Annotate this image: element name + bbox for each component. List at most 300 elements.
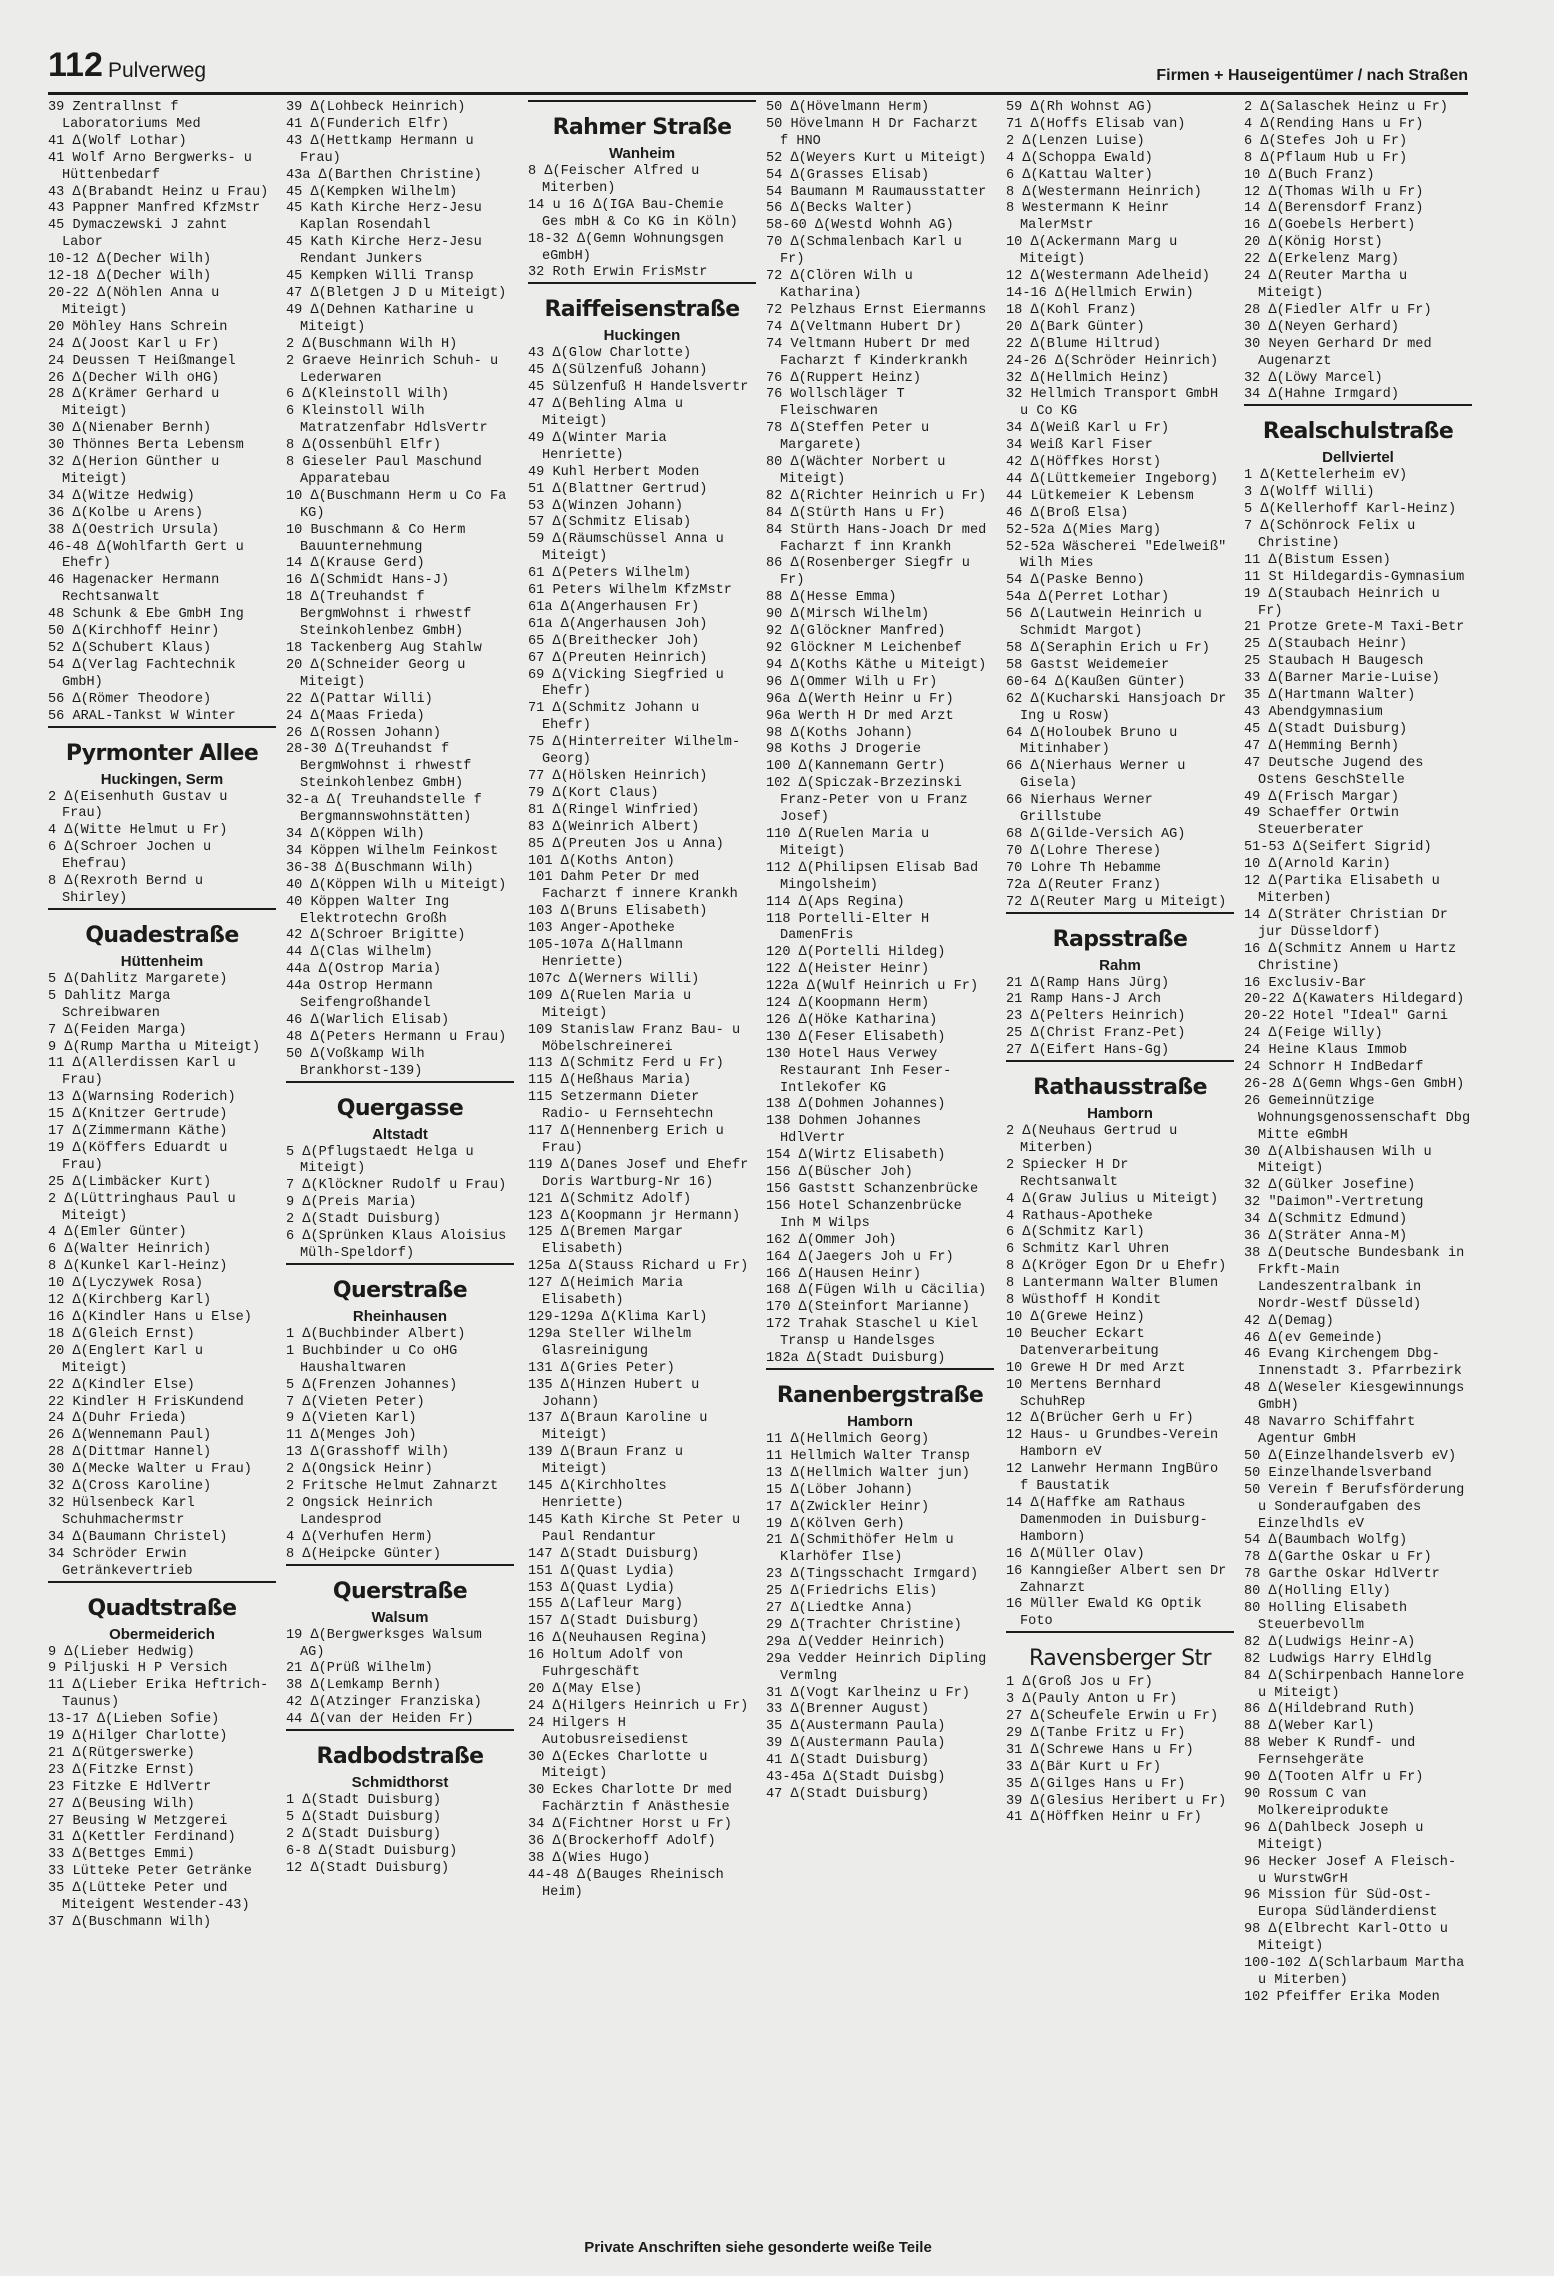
address-entry: 127 ∆(Heimich Maria Elisabeth) [528, 1276, 683, 1309]
address-entry: 28 ∆(Fiedler Alfr u Fr) [1244, 302, 1432, 318]
address-entry: 84 ∆(Stürth Hans u Fr) [766, 505, 946, 521]
address-entry: 70 Lohre Th Hebamme [1006, 860, 1161, 876]
address-entry: 20 ∆(Bark Günter) [1006, 319, 1145, 335]
address-entry: 22 ∆(Blume Hiltrud) [1006, 336, 1161, 352]
address-entry: 69 ∆(Vicking Siegfried u Ehefr) [528, 667, 724, 700]
address-entry: 10 Beucher Eckart Datenverarbeitung [1006, 1326, 1159, 1359]
address-entry: 45 Dymaczewski J zahnt Labor [48, 218, 228, 251]
address-entry: 96 Mission für Süd-Ost-Europa Südländerdienst [1244, 1888, 1438, 1921]
district-heading: Rahm [1099, 956, 1141, 974]
address-entry: 9 ∆(Preis Maria) [286, 1195, 417, 1211]
address-entry: 32 ∆(Löwy Marcel) [1244, 370, 1383, 386]
address-entry: 24 Schnorr H IndBedarf [1244, 1060, 1424, 1076]
address-entry: 44 ∆(van der Heiden Fr) [286, 1712, 474, 1728]
address-entry: 47 ∆(Behling Alma u Miteigt) [528, 397, 683, 429]
address-entry: 16 ∆(Schmidt Hans-J) [286, 573, 450, 589]
address-entry: 72 ∆(Clören Wilh u Katharina) [766, 269, 913, 301]
address-entry: 44 ∆(Clas Wilhelm) [286, 945, 433, 961]
address-entry: 30 ∆(Nienaber Bernh) [48, 421, 212, 437]
address-entry: 10 ∆(Grewe Heinz) [1006, 1310, 1145, 1325]
address-entry: 10 ∆(Arnold Karin) [1244, 857, 1391, 873]
address-entry: 47 ∆(Bletgen J D u Miteigt) [286, 285, 507, 301]
address-entry: 27 ∆(Scheufele Erwin u Fr) [1006, 1709, 1219, 1725]
address-entry: 24 Hilgers H Autobusreisedienst [528, 1715, 689, 1748]
address-entry: 8 ∆(Kunkel Karl-Heinz) [48, 1259, 228, 1275]
address-entry: 24 Heine Klaus Immob [1244, 1043, 1408, 1059]
address-entry: 92 ∆(Glöckner Manfred) [766, 624, 946, 640]
address-entry: 41 ∆(Wolf Lothar) [48, 133, 187, 149]
address-entry: 125a ∆(Stauss Richard u Fr) [528, 1259, 749, 1275]
address-entry: 51-53 ∆(Seifert Sigrid) [1244, 840, 1432, 856]
address-entry: 36 ∆(Kolbe u Arens) [48, 505, 203, 521]
address-entry: 32 ∆(Cross Karoline) [48, 1479, 212, 1495]
district-heading: Dellviertel [1322, 449, 1394, 467]
address-entry: 46 Evang Kirchengem Dbg-Innenstadt 3. Pfarrbezirk [1244, 1347, 1462, 1380]
district-heading: Rheinhausen [352, 1307, 448, 1325]
address-entry: 4 Rathaus-Apotheke [1006, 1208, 1153, 1224]
address-entry: 70 ∆(Lohre Therese) [1006, 843, 1161, 859]
address-entry: 25 ∆(Christ Franz-Pet) [1006, 1026, 1186, 1042]
address-entry: 58 ∆(Seraphin Erich u Fr) [1006, 641, 1210, 656]
district-heading: Hamborn [847, 1412, 913, 1430]
address-entry: 17 ∆(Zwickler Heinr) [766, 1499, 930, 1515]
address-entry: 47 Deutsche Jugend des Ostens GeschStelle [1244, 755, 1424, 788]
address-entry: 16 Kanngießer Albert sen Dr Zahnarzt [1006, 1563, 1227, 1596]
address-entry: 21 ∆(Prüß Wilhelm) [286, 1661, 433, 1677]
street-heading: Rahmer Straße [528, 100, 756, 144]
address-entry: 8 Gieseler Paul Maschund Apparatebau [286, 455, 482, 487]
address-entry: 12 ∆(Brücher Gerh u Fr) [1006, 1411, 1194, 1427]
district-heading: Huckingen, Serm [100, 770, 224, 788]
address-entry: 40 ∆(Köppen Wilh u Miteigt) [286, 877, 507, 893]
street-heading: Raiffeisenstraße [528, 282, 756, 326]
address-entry: 98 Koths J Drogerie [766, 742, 921, 758]
address-entry: 11 ∆(Lieber Erika Heftrich-Taunus) [48, 1678, 269, 1711]
address-entry: 109 Stanislaw Franz Bau- u Möbelschreinerei [528, 1022, 741, 1055]
address-entry: 12 Haus- u Grundbes-Verein Hamborn eV [1006, 1428, 1219, 1461]
address-entry: 72a ∆(Reuter Franz) [1006, 877, 1161, 893]
address-entry: 21 ∆(Schmithöfer Helm u Klarhöfer Ilse) [766, 1533, 954, 1566]
address-entry: 6-8 ∆(Stadt Duisburg) [286, 1843, 458, 1859]
address-entry: 43 Abendgymnasium [1244, 705, 1383, 720]
address-entry: 16 ∆(Kindler Hans u Else) [48, 1310, 252, 1325]
address-entry: 29 ∆(Tanbe Fritz u Fr) [1006, 1725, 1186, 1741]
address-entry: 101 ∆(Koths Anton) [528, 853, 675, 869]
address-entry: 6 ∆(Stefes Joh u Fr) [1244, 133, 1408, 149]
address-entry: 16 ∆(Müller Olav) [1006, 1546, 1145, 1562]
address-entry: 9 ∆(Lieber Hedwig) [48, 1644, 195, 1660]
address-entry: 76 Wollschläger T Fleischwaren [766, 387, 905, 420]
address-entry: 20 ∆(Englert Karl u Miteigt) [48, 1343, 203, 1376]
address-entry: 15 ∆(Löber Johann) [766, 1482, 913, 1498]
address-entry: 21 Ramp Hans-J Arch [1006, 992, 1161, 1008]
address-entry: 94 ∆(Koths Käthe u Miteigt) [766, 657, 987, 673]
address-entry: 7 ∆(Schönrock Felix u Christine) [1244, 519, 1416, 551]
address-entry: 21 ∆(Rütgerswerke) [48, 1745, 195, 1761]
address-entry: 25 ∆(Friedrichs Elis) [766, 1584, 938, 1600]
address-entry: 98 ∆(Koths Johann) [766, 725, 913, 741]
address-entry: 182a ∆(Stadt Duisburg) [766, 1351, 946, 1367]
address-entry: 2 Graeve Heinrich Schuh- u Lederwaren [286, 353, 499, 386]
address-entry: 18 Tackenberg Aug Stahlw [286, 641, 482, 656]
address-entry: 13 ∆(Warnsing Roderich) [48, 1090, 236, 1106]
address-entry: 9 ∆(Rump Martha u Miteigt) [48, 1039, 261, 1055]
address-entry: 34 ∆(Hahne Irmgard) [1244, 387, 1399, 403]
address-entry: 1 ∆(Stadt Duisburg) [286, 1793, 441, 1809]
address-entry: 46-48 ∆(Wohlfarth Gert u Ehefr) [48, 539, 244, 572]
address-entry: 22 ∆(Kindler Else) [48, 1377, 195, 1393]
district-heading: Hamborn [1087, 1105, 1153, 1123]
address-entry: 43-45a ∆(Stadt Duisbg) [766, 1770, 946, 1786]
district-heading: Wanheim [608, 145, 676, 162]
address-entry: 34 ∆(Witze Hedwig) [48, 488, 195, 504]
address-entry: 20 ∆(Schneider Georg u Miteigt) [286, 657, 466, 690]
address-entry: 2 ∆(Buschmann Wilh H) [286, 336, 458, 352]
address-entry: 19 ∆(Staubach Heinrich u Fr) [1244, 586, 1440, 619]
address-entry: 46 ∆(Broß Elsa) [1006, 505, 1129, 521]
column-4 [766, 100, 994, 2226]
directory-columns [48, 100, 1471, 2226]
address-entry: 1 ∆(Buchbinder Albert) [286, 1326, 466, 1342]
address-entry: 39 Zentrallnst f Laboratoriums Med [48, 100, 201, 132]
address-entry: 80 ∆(Holling Elly) [1244, 1584, 1391, 1600]
address-entry: 14 ∆(Berensdorf Franz) [1244, 201, 1424, 217]
address-entry: 18 ∆(Gleich Ernst) [48, 1326, 195, 1342]
address-entry: 8 ∆(Heipcke Günter) [286, 1546, 441, 1562]
address-entry: 86 ∆(Rosenberger Siegfr u Fr) [766, 556, 970, 589]
address-entry: 126 ∆(Höke Katharina) [766, 1012, 938, 1028]
address-entry: 8 Westermann K Heinr MalerMstr [1006, 201, 1170, 234]
address-entry: 25 ∆(Staubach Heinr) [1244, 637, 1408, 653]
address-entry: 43a ∆(Barthen Christine) [286, 167, 482, 183]
address-entry: 8 ∆(Feischer Alfred u Miterben) [528, 164, 700, 196]
street-heading: Rathausstraße [1006, 1060, 1234, 1104]
address-entry: 56 ∆(Lautwein Heinrich u Schmidt Margot) [1006, 607, 1202, 640]
address-entry: 110 ∆(Ruelen Maria u Miteigt) [766, 826, 930, 859]
street-heading: Quergasse [286, 1081, 514, 1125]
address-entry: 58-60 ∆(Westd Wohnh AG) [766, 218, 954, 234]
address-entry: 102 ∆(Spiczak-Brzezinski Franz-Peter von u Franz Josef) [766, 776, 968, 826]
address-entry: 24 ∆(Feige Willy) [1244, 1026, 1383, 1042]
address-entry: 22 Kindler H FrisKundend [48, 1394, 244, 1410]
address-entry: 2 Spiecker H Dr Rechtsanwalt [1006, 1157, 1129, 1190]
street-heading: Querstraße [286, 1564, 514, 1608]
address-entry: 8 Lantermann Walter Blumen [1006, 1276, 1219, 1292]
address-entry: 54 ∆(Baumbach Wolfg) [1244, 1533, 1408, 1549]
address-entry: 172 Trahak Staschel u Kiel Transp u Handelsges [766, 1317, 979, 1350]
street-heading: Realschulstraße [1244, 404, 1472, 448]
address-entry: 2 ∆(Lüttringhaus Paul u Miteigt) [48, 1191, 236, 1224]
address-entry: 78 ∆(Steffen Peter u Margarete) [766, 421, 930, 454]
address-entry: 113 ∆(Schmitz Ferd u Fr) [528, 1056, 724, 1072]
address-entry: 28 ∆(Dittmar Hannel) [48, 1445, 212, 1461]
address-entry: 26 ∆(Rossen Johann) [286, 725, 441, 741]
street-heading: Radbodstraße [286, 1729, 514, 1773]
address-entry: 39 ∆(Glesius Heribert u Fr) [1006, 1793, 1227, 1809]
district-heading: Obermeiderich [109, 1625, 215, 1643]
section-word: Pulverweg [108, 59, 207, 82]
column-3 [528, 100, 756, 2226]
address-entry: 81 ∆(Ringel Winfried) [528, 802, 700, 818]
address-entry: 36-38 ∆(Buschmann Wilh) [286, 860, 474, 876]
address-entry: 38 ∆(Lemkamp Bernh) [286, 1678, 441, 1694]
address-entry: 2 ∆(Stadt Duisburg) [286, 1826, 441, 1842]
address-entry: 24 ∆(Joost Karl u Fr) [48, 336, 220, 352]
address-entry: 80 ∆(Wächter Norbert u Miteigt) [766, 455, 946, 487]
address-entry: 12 ∆(Stadt Duisburg) [286, 1860, 450, 1876]
address-entry: 47 ∆(Stadt Duisburg) [766, 1787, 930, 1802]
address-entry: 14 u 16 ∆(IGA Bau-Chemie Ges mbH & Co KG in Köln) [528, 197, 738, 230]
address-entry: 117 ∆(Hennenberg Erich u Frau) [528, 1124, 724, 1156]
address-entry: 13 ∆(Grasshoff Wilh) [286, 1445, 450, 1461]
address-entry: 37 ∆(Buschmann Wilh) [48, 1915, 212, 1930]
address-entry: 6 ∆(Kattau Walter) [1006, 167, 1153, 183]
address-entry: 154 ∆(Wirtz Elisabeth) [766, 1148, 946, 1164]
street-heading: Quadestraße [48, 908, 276, 952]
address-entry: 101 Dahm Peter Dr med Facharzt f innere Krankh [528, 870, 738, 903]
street-heading: Ranenbergstraße [766, 1368, 994, 1412]
district-heading: Huckingen [603, 327, 681, 345]
address-entry: 12 ∆(Westermann Adelheid) [1006, 269, 1210, 285]
address-entry: 129a Steller Wilhelm Glasreinigung [528, 1326, 692, 1359]
address-entry: 27 ∆(Liedtke Anna) [766, 1601, 913, 1617]
address-entry: 76 ∆(Ruppert Heinz) [766, 370, 921, 386]
address-entry: 7 ∆(Feiden Marga) [48, 1022, 187, 1038]
address-entry: 29 ∆(Trachter Christine) [766, 1617, 962, 1633]
address-entry: 43 ∆(Hettkamp Hermann u Frau) [286, 133, 474, 166]
address-entry: 16 Exclusiv-Bar [1244, 975, 1367, 991]
address-entry: 26 Gemeinnützige Wohnungsgenossenschaft Dbg Mitte eGmbH [1244, 1093, 1471, 1143]
address-entry: 44 ∆(Lüttkemeier Ingeborg) [1006, 471, 1219, 487]
address-entry: 90 ∆(Mirsch Wilhelm) [766, 607, 930, 623]
address-entry: 41 Wolf Arno Bergwerks- u Hüttenbedarf [48, 150, 252, 183]
address-entry: 54a ∆(Perret Lothar) [1006, 590, 1170, 606]
address-entry: 138 Dohmen Johannes HdlVertr [766, 1114, 921, 1147]
address-entry: 72 Pelzhaus Ernst Eiermanns [766, 302, 987, 318]
address-entry: 16 ∆(Schmitz Annem u Hartz Christine) [1244, 941, 1457, 974]
address-entry: 82 Ludwigs Harry ElHdlg [1244, 1651, 1432, 1667]
address-entry: 43 ∆(Glow Charlotte) [528, 346, 692, 362]
address-entry: 49 ∆(Dehnen Katharine u Miteigt) [286, 302, 474, 335]
address-entry: 82 ∆(Richter Heinrich u Fr) [766, 488, 987, 504]
address-entry: 79 ∆(Kort Claus) [528, 785, 659, 801]
address-entry: 10 ∆(Lyczywek Rosa) [48, 1276, 203, 1292]
address-entry: 54 Baumann M Raumausstatter [766, 184, 987, 200]
address-entry: 6 ∆(Schroer Jochen u Ehefrau) [48, 840, 212, 873]
address-entry: 24 ∆(Reuter Martha u Miteigt) [1244, 269, 1408, 301]
address-entry: 48 Navarro Schiffahrt Agentur GmbH [1244, 1415, 1416, 1447]
address-entry: 33 ∆(Brenner August) [766, 1702, 930, 1718]
address-entry: 145 Kath Kirche St Peter u Paul Rendantur [528, 1512, 741, 1545]
address-entry: 44a ∆(Ostrop Maria) [286, 962, 441, 978]
address-entry: 44 Lütkemeier K Lebensm [1006, 488, 1194, 504]
address-entry: 19 ∆(Hilger Charlotte) [48, 1729, 228, 1745]
address-entry: 5 ∆(Frenzen Johannes) [286, 1377, 458, 1393]
address-entry: 103 Anger-Apotheke [528, 921, 675, 937]
address-entry: 7 ∆(Klöckner Rudolf u Frau) [286, 1178, 507, 1194]
address-entry: 27 Beusing W Metzgerei [48, 1813, 228, 1829]
address-entry: 84 Stürth Hans-Joach Dr med Facharzt f inn Krankh [766, 522, 987, 555]
address-entry: 35 ∆(Austermann Paula) [766, 1719, 946, 1735]
address-entry: 124 ∆(Koopmann Herm) [766, 996, 930, 1012]
address-entry: 50 ∆(Voßkamp Wilh Brankhorst-139) [286, 1046, 425, 1079]
address-entry: 34 Weiß Karl Fiser [1006, 438, 1153, 454]
address-entry: 24 ∆(Maas Frieda) [286, 708, 425, 724]
address-entry: 31 ∆(Vogt Karlheinz u Fr) [766, 1685, 970, 1701]
address-entry: 82 ∆(Ludwigs Heinr-A) [1244, 1634, 1416, 1650]
address-entry: 68 ∆(Gilde-Versich AG) [1006, 826, 1186, 842]
address-entry: 96a Werth H Dr med Arzt [766, 708, 954, 724]
address-entry: 78 Garthe Oskar HdlVertr [1244, 1567, 1440, 1583]
address-entry: 138 ∆(Dohmen Johannes) [766, 1097, 946, 1113]
address-entry: 45 Kath Kirche Herz-Jesu Kaplan Rosendahl [286, 201, 482, 234]
address-entry: 46 Hagenacker Hermann Rechtsanwalt [48, 573, 220, 606]
address-entry: 34 Schröder Erwin Getränkevertrieb [48, 1546, 193, 1579]
address-entry: 88 Weber K Rundf- und Fernsehgeräte [1244, 1736, 1416, 1769]
column-1 [48, 100, 276, 2226]
address-entry: 10 Grewe H Dr med Arzt [1006, 1360, 1186, 1376]
address-entry: 130 Hotel Haus Verwey Restaurant Inh Feser-Intlekofer KG [766, 1046, 952, 1096]
address-entry: 43 Pappner Manfred KfzMstr [48, 201, 261, 217]
address-entry: 170 ∆(Steinfort Marianne) [766, 1300, 970, 1316]
address-entry: 38 ∆(Oestrich Ursula) [48, 522, 220, 538]
address-entry: 45 ∆(Stadt Duisburg) [1244, 721, 1408, 737]
address-entry: 3 ∆(Pauly Anton u Fr) [1006, 1692, 1178, 1708]
address-entry: 15 ∆(Knitzer Gertrude) [48, 1107, 228, 1123]
address-entry: 24 Deussen T Heißmangel [48, 353, 236, 369]
address-entry: 52-52a Wäscherei "Edelweiß" Wilh Mies [1006, 539, 1227, 572]
address-entry: 90 Rossum C van Molkereiprodukte [1244, 1787, 1389, 1819]
address-entry: 35 ∆(Lütteke Peter und Miteigent Westender-43) [48, 1881, 250, 1914]
address-entry: 27 ∆(Beusing Wilh) [48, 1796, 195, 1812]
address-entry: 115 ∆(Heßhaus Maria) [528, 1073, 692, 1089]
address-entry: 157 ∆(Stadt Duisburg) [528, 1614, 700, 1630]
address-entry: 36 ∆(Brockerhoff Adolf) [528, 1834, 716, 1850]
address-entry: 26 ∆(Wennemann Paul) [48, 1428, 212, 1444]
address-entry: 6 Schmitz Karl Uhren [1006, 1242, 1170, 1258]
address-entry: 16 ∆(Goebels Herbert) [1244, 218, 1416, 234]
address-entry: 20 Möhley Hans Schrein [48, 319, 228, 335]
address-entry: 27 ∆(Eifert Hans-Gg) [1006, 1043, 1170, 1059]
address-entry: 12 ∆(Thomas Wilh u Fr) [1244, 184, 1424, 200]
address-entry: 38 ∆(Wies Hugo) [528, 1851, 651, 1866]
street-heading: Quadtstraße [48, 1581, 276, 1625]
address-entry: 42 ∆(Höffkes Horst) [1006, 455, 1161, 471]
address-entry: 156 Gaststt Schanzenbrücke [766, 1182, 979, 1197]
address-entry: 5 Dahlitz Marga Schreibwaren [48, 988, 171, 1021]
address-entry: 66 ∆(Nierhaus Werner u Gisela) [1006, 759, 1186, 792]
address-entry: 48 ∆(Weseler Kiesgewinnungs GmbH) [1244, 1381, 1465, 1414]
address-entry: 103 ∆(Bruns Elisabeth) [528, 904, 708, 920]
address-entry: 13 ∆(Hellmich Walter jun) [766, 1465, 970, 1481]
address-entry: 11 ∆(Hellmich Georg) [766, 1431, 930, 1447]
address-entry: 28 ∆(Krämer Gerhard u Miteigt) [48, 387, 220, 420]
address-entry: 2 ∆(Ongsick Heinr) [286, 1462, 433, 1478]
address-entry: 30 Thönnes Berta Lebensm [48, 438, 244, 454]
address-entry: 2 ∆(Stadt Duisburg) [286, 1212, 441, 1228]
address-entry: 64 ∆(Holoubek Bruno u Mitinhaber) [1006, 725, 1178, 758]
address-entry: 14 ∆(Krause Gerd) [286, 556, 425, 572]
address-entry: 4 ∆(Witte Helmut u Fr) [48, 823, 228, 839]
address-entry: 131 ∆(Gries Peter) [528, 1360, 675, 1376]
section-heading: Firmen + Hauseigentümer / nach Straßen [1156, 67, 1468, 84]
address-entry: 153 ∆(Quast Lydia) [528, 1580, 675, 1596]
address-entry: 53 ∆(Winzen Johann) [528, 498, 683, 514]
address-entry: 122 ∆(Heister Heinr) [766, 962, 930, 978]
address-entry: 12 Lanwehr Hermann IngBüro f Baustatik [1006, 1462, 1219, 1495]
address-entry: 10 Buschmann & Co Herm Bauunternehmung [286, 522, 466, 555]
address-entry: 130 ∆(Feser Elisabeth) [766, 1029, 946, 1045]
address-entry: 42 ∆(Schroer Brigitte) [286, 928, 466, 944]
address-entry: 6 ∆(Kleinstoll Wilh) [286, 387, 450, 403]
address-entry: 92 Glöckner M Leichenbef [766, 641, 962, 656]
address-entry: 49 ∆(Frisch Margar) [1244, 789, 1399, 805]
address-entry: 11 St Hildegardis-Gymnasium [1244, 569, 1465, 585]
address-entry: 2 ∆(Neuhaus Gertrud u Miterben) [1006, 1124, 1178, 1156]
address-entry: 23 Fitzke E HdlVertr [48, 1779, 212, 1795]
address-entry: 51 ∆(Blattner Gertrud) [528, 481, 708, 497]
address-entry: 50 Einzelhandelsverband [1244, 1465, 1432, 1481]
address-entry: 114 ∆(Aps Regina) [766, 894, 905, 910]
address-entry: 60-64 ∆(Kaußen Günter) [1006, 674, 1186, 690]
address-entry: 29a Vedder Heinrich Dipling Vermlng [766, 1651, 987, 1684]
address-entry: 58 Gastst Weidemeier [1006, 657, 1170, 673]
address-entry: 46 ∆(Warlich Elisab) [286, 1012, 450, 1028]
address-entry: 67 ∆(Preuten Heinrich) [528, 650, 708, 666]
address-entry: 18 ∆(Treuhandst f BergmWohnst i rhwestf Steinkohlenbez GmbH) [286, 590, 472, 640]
address-entry: 71 ∆(Schmitz Johann u Ehefr) [528, 701, 700, 734]
address-entry: 30 ∆(Neyen Gerhard) [1244, 319, 1399, 335]
address-entry: 5 ∆(Dahlitz Margarete) [48, 971, 228, 987]
street-heading: Rapsstraße [1006, 912, 1234, 956]
address-entry: 49 Schaeffer Ortwin Steuerberater [1244, 806, 1399, 839]
address-entry: 100 ∆(Kannemann Gertr) [766, 759, 946, 775]
address-entry: 155 ∆(Lafleur Marg) [528, 1597, 683, 1613]
address-entry: 20-22 ∆(Kawaters Hildegard) [1244, 992, 1465, 1008]
address-entry: 54 ∆(Verlag Fachtechnik GmbH) [48, 657, 236, 690]
address-entry: 52 ∆(Weyers Kurt u Miteigt) [766, 150, 987, 166]
district-heading: Walsum [371, 1608, 429, 1626]
address-entry: 31 ∆(Kettler Ferdinand) [48, 1830, 236, 1846]
address-entry: 30 Eckes Charlotte Dr med Fachärztin f Anästhesie [528, 1783, 732, 1816]
address-entry: 102 Pfeiffer Erika Moden [1244, 1989, 1440, 2005]
address-entry: 32 ∆(Herion Günther u Miteigt) [48, 455, 220, 487]
district-heading: Schmidthorst [351, 1774, 449, 1792]
address-entry: 40 Köppen Walter Ing Elektrotechn Großh [286, 894, 450, 927]
address-entry: 35 ∆(Gilges Hans u Fr) [1006, 1776, 1186, 1792]
address-entry: 24-26 ∆(Schröder Heinrich) [1006, 353, 1219, 369]
address-entry: 10 ∆(Buch Franz) [1244, 167, 1375, 183]
district-heading: Hüttenheim [120, 952, 204, 970]
address-entry: 90 ∆(Tooten Alfr u Fr) [1244, 1770, 1424, 1786]
address-entry: 147 ∆(Stadt Duisburg) [528, 1546, 700, 1562]
address-entry: 74 Veltmann Hubert Dr med Facharzt f Kinderkrankh [766, 336, 970, 369]
address-entry: 14 ∆(Sträter Christian Dr jur Düsseldorf) [1244, 907, 1448, 940]
address-entry: 6 Kleinstoll Wilh Matratzenfabr HdlsVertr [286, 404, 488, 437]
address-entry: 96 Hecker Josef A Fleisch- u WurstwGrH [1244, 1854, 1457, 1887]
address-entry: 23 ∆(Fitzke Ernst) [48, 1762, 195, 1778]
address-entry: 77 ∆(Hölsken Heinrich) [528, 769, 708, 784]
address-entry: 17 ∆(Zimmermann Käthe) [48, 1124, 228, 1140]
address-entry: 122a ∆(Wulf Heinrich u Fr) [766, 979, 979, 995]
address-entry: 6 ∆(Schmitz Karl) [1006, 1225, 1145, 1241]
address-entry: 1 Buchbinder u Co oHG Haushaltwaren [286, 1343, 458, 1376]
address-entry: 4 ∆(Rending Hans u Fr) [1244, 116, 1424, 132]
address-entry: 50 Verein f Berufsförderung u Sonderaufgaben des Einzelhdls eV [1244, 1482, 1465, 1532]
address-entry: 45 Kath Kirche Herz-Jesu Rendant Junkers [286, 235, 482, 268]
address-entry: 66 Nierhaus Werner Grillstube [1006, 793, 1153, 826]
address-entry: 10-12 ∆(Decher Wilh) [48, 252, 212, 268]
